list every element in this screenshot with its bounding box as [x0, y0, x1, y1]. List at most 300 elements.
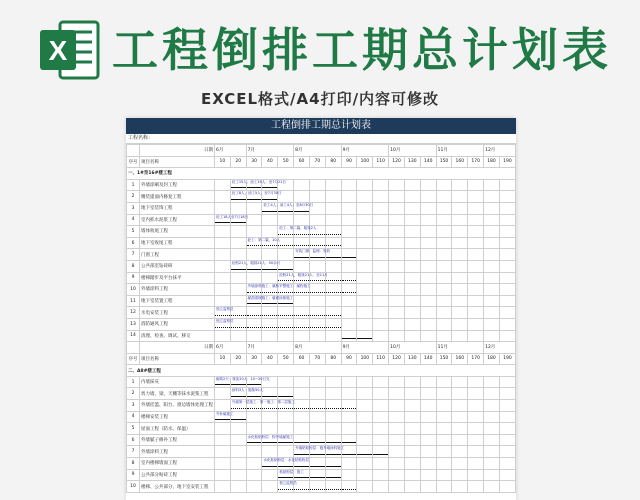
- day-cell: [389, 307, 405, 319]
- gantt-bar: [278, 269, 293, 270]
- day-cell: [278, 388, 294, 400]
- day-cell: [499, 423, 515, 435]
- task-name: 室内抓水泥浆工程: [140, 214, 215, 226]
- day-cell: [215, 376, 270, 388]
- day-cell: [357, 202, 373, 214]
- day-cell: [215, 318, 234, 330]
- day-cell: [278, 400, 294, 412]
- day-cell: [215, 481, 231, 493]
- day-header: 90: [341, 156, 357, 168]
- day-cell: [278, 434, 294, 446]
- day-cell: [468, 388, 484, 400]
- day-cell: [230, 330, 246, 342]
- day-cell: [436, 481, 452, 493]
- gantt-bar: [342, 408, 357, 409]
- day-cell: [246, 226, 262, 238]
- day-cell: [215, 434, 231, 446]
- day-cell: [341, 318, 357, 330]
- table-row: [127, 423, 516, 435]
- day-cell: [309, 307, 325, 319]
- day-cell: [373, 202, 389, 214]
- day-cell: [452, 249, 468, 261]
- table-row: [127, 400, 516, 412]
- day-cell: [262, 284, 278, 296]
- day-cell: [230, 307, 246, 319]
- gantt-bar: [310, 454, 325, 455]
- day-cell: [309, 202, 325, 214]
- day-cell: [294, 446, 345, 458]
- month-header-row: [127, 145, 516, 157]
- gantt-bar: [342, 442, 357, 443]
- day-header: 120: [389, 353, 405, 365]
- day-cell: [373, 376, 389, 388]
- day-cell: [468, 202, 484, 214]
- gantt-bar: [278, 442, 293, 443]
- row-number: 12: [127, 307, 140, 319]
- gantt-bar: [262, 315, 277, 316]
- day-header: 150: [436, 353, 452, 365]
- hero-subtitle: EXCEL格式/A4打印/内容可修改: [200, 90, 440, 108]
- day-header: 170: [468, 353, 484, 365]
- gantt-bar: [294, 315, 309, 316]
- day-cell: [420, 237, 436, 249]
- day-cell: [309, 469, 325, 481]
- excel-logo-icon: [38, 18, 102, 82]
- day-cell: [341, 284, 357, 296]
- gantt-bar: [326, 454, 341, 455]
- day-cell: [452, 295, 468, 307]
- day-cell: [309, 249, 325, 261]
- day-header: 130: [404, 353, 420, 365]
- day-cell: [278, 237, 294, 249]
- gantt-bar: [294, 327, 309, 328]
- day-cell: [436, 469, 452, 481]
- gantt-bar: [294, 477, 309, 478]
- day-cell: [262, 446, 278, 458]
- day-cell: [309, 458, 325, 470]
- day-cell: [230, 260, 281, 272]
- day-cell: [373, 330, 389, 342]
- month-header: 6月: [215, 145, 247, 157]
- day-cell: [262, 400, 278, 412]
- day-cell: [294, 295, 310, 307]
- task-name: 楼梯安装工程: [140, 411, 215, 423]
- day-cell: [452, 376, 468, 388]
- day-cell: [452, 307, 468, 319]
- day-header: 20: [230, 353, 246, 365]
- day-cell: [389, 388, 405, 400]
- month-header: 11月: [436, 342, 483, 354]
- day-cell: [404, 411, 420, 423]
- day-cell: [357, 214, 373, 226]
- day-cell: [452, 284, 468, 296]
- day-cell: [262, 481, 278, 493]
- day-cell: [341, 179, 357, 191]
- day-cell: [325, 458, 341, 470]
- day-cell: [436, 307, 452, 319]
- table-row: [127, 202, 516, 214]
- day-cell: [499, 191, 515, 203]
- gantt-bar: [231, 408, 246, 409]
- day-cell: [246, 434, 294, 446]
- day-header: 10: [215, 353, 231, 365]
- day-cell: [341, 446, 357, 458]
- gantt-bar: [262, 187, 277, 188]
- day-cell: [325, 226, 341, 238]
- day-cell: [309, 446, 325, 458]
- day-cell: [278, 423, 294, 435]
- day-header: 130: [404, 156, 420, 168]
- table-row: [127, 226, 516, 238]
- day-header: 190: [499, 156, 515, 168]
- day-cell: [215, 272, 231, 284]
- day-cell: [436, 214, 452, 226]
- day-cell: [246, 202, 262, 214]
- day-header: 90: [341, 353, 357, 365]
- day-cell: [325, 295, 341, 307]
- day-cell: [262, 318, 278, 330]
- day-cell: [325, 307, 341, 319]
- day-cell: [499, 307, 515, 319]
- day-cell: [404, 458, 420, 470]
- day-header: 40: [262, 353, 278, 365]
- day-cell: [230, 481, 246, 493]
- day-header: 80: [325, 353, 341, 365]
- day-cell: [420, 423, 436, 435]
- day-cell: [278, 307, 294, 319]
- day-cell: [499, 202, 515, 214]
- row-number: 1: [127, 179, 140, 191]
- day-cell: [452, 400, 468, 412]
- day-cell: [420, 458, 436, 470]
- day-cell: [278, 481, 297, 493]
- day-cell: [389, 179, 405, 191]
- day-cell: [484, 330, 500, 342]
- day-cell: [404, 226, 420, 238]
- gantt-bar: [310, 234, 325, 235]
- day-cell: [420, 249, 436, 261]
- gantt-bar: [231, 384, 246, 385]
- day-cell: [230, 411, 246, 423]
- day-cell: [262, 411, 278, 423]
- day-cell: [357, 307, 373, 319]
- day-cell: [357, 469, 373, 481]
- gantt-bar: [326, 257, 341, 258]
- gantt-bar: [326, 466, 341, 467]
- day-cell: [499, 376, 515, 388]
- gantt-bar: [247, 199, 262, 200]
- day-cell: [389, 226, 405, 238]
- gantt-bar: [278, 477, 293, 478]
- day-cell: [404, 179, 420, 191]
- gantt-bar: [326, 442, 341, 443]
- day-cell: [294, 388, 310, 400]
- day-cell: [389, 446, 405, 458]
- day-cell: [373, 249, 389, 261]
- day-cell: [499, 446, 515, 458]
- row-number: 14: [127, 330, 140, 342]
- task-name: 楼梯、公共部分、地下室安装工程: [140, 481, 215, 493]
- day-cell: [294, 307, 310, 319]
- day-cell: [278, 249, 294, 261]
- day-cell: [262, 237, 278, 249]
- day-cell: [373, 272, 389, 284]
- day-cell: [420, 307, 436, 319]
- day-cell: [404, 191, 420, 203]
- task-name: 门窗工程: [140, 249, 215, 261]
- day-cell: [325, 249, 341, 261]
- task-name: 精装提面内修复工程: [140, 191, 215, 203]
- day-cell: [499, 411, 515, 423]
- gantt-bar: [310, 257, 325, 258]
- day-header-row: [127, 156, 516, 168]
- row-number: 13: [127, 318, 140, 330]
- day-cell: [373, 284, 389, 296]
- day-header: 20: [230, 156, 246, 168]
- day-cell: [325, 423, 341, 435]
- day-cell: [468, 272, 484, 284]
- task-name: 剪力墙、梁、天棚等抹水泥浆工程: [140, 388, 215, 400]
- bar-annotation: 砼工：第二篇，粗抹2人: [279, 226, 317, 231]
- month-header: 8月: [294, 342, 341, 354]
- day-cell: [373, 469, 389, 481]
- day-cell: [325, 469, 341, 481]
- day-cell: [230, 446, 246, 458]
- table-row: [127, 318, 516, 330]
- day-cell: [341, 202, 357, 214]
- row-number: 4: [127, 214, 140, 226]
- hero-banner: [0, 0, 640, 120]
- day-cell: [452, 272, 468, 284]
- day-header: 160: [452, 156, 468, 168]
- day-header: 80: [325, 156, 341, 168]
- gantt-bar: [262, 199, 277, 200]
- day-cell: [499, 481, 515, 493]
- day-cell: [484, 214, 500, 226]
- day-cell: [325, 481, 341, 493]
- day-cell: [246, 318, 262, 330]
- month-header: 12月: [484, 145, 516, 157]
- gantt-bar: [342, 454, 357, 455]
- gantt-bar: [262, 408, 277, 409]
- day-cell: [278, 191, 294, 203]
- row-number: 5: [127, 226, 140, 238]
- day-cell: [230, 376, 246, 388]
- day-cell: [484, 284, 500, 296]
- bar-annotation: 砼工4人；油工4人；至8月30日: [263, 202, 314, 207]
- day-cell: [436, 318, 452, 330]
- month-header-row: [127, 342, 516, 354]
- gantt-bar: [310, 315, 325, 316]
- day-cell: [294, 191, 310, 203]
- task-name: 地下室装饰工程: [140, 202, 215, 214]
- day-cell: [468, 434, 484, 446]
- day-cell: [246, 249, 262, 261]
- day-cell: [499, 458, 515, 470]
- gantt-bar: [357, 338, 372, 339]
- bar-annotation: 涂料3人：施抹50人: [231, 388, 264, 393]
- day-cell: [341, 469, 357, 481]
- day-cell: [452, 191, 468, 203]
- month-header-blank: [127, 342, 140, 354]
- day-cell: [468, 376, 484, 388]
- gantt-bar: [294, 292, 309, 293]
- day-cell: [246, 214, 262, 226]
- day-cell: [230, 318, 246, 330]
- day-cell: [325, 434, 341, 446]
- day-cell: [357, 272, 373, 284]
- bar-annotation: 砼粉21人，粗抹21人：50余月: [231, 260, 281, 265]
- day-cell: [373, 214, 389, 226]
- day-cell: [404, 260, 420, 272]
- day-cell: [404, 376, 420, 388]
- table-row: [127, 469, 516, 481]
- day-header: 60: [294, 353, 310, 365]
- day-cell: [499, 260, 515, 272]
- day-cell: [357, 481, 373, 493]
- gantt-bar: [278, 466, 293, 467]
- day-header: 40: [262, 156, 278, 168]
- day-cell: [325, 400, 341, 412]
- day-cell: [230, 388, 264, 400]
- day-cell: [215, 330, 231, 342]
- gantt-bar: [262, 466, 277, 467]
- section-header-row: [127, 168, 516, 180]
- day-cell: [389, 458, 405, 470]
- day-cell: [357, 318, 373, 330]
- day-cell: [294, 260, 310, 272]
- day-cell: [278, 214, 294, 226]
- bar-annotation: 外补腻施工: [216, 411, 234, 416]
- gantt-bar: [326, 245, 341, 246]
- day-cell: [420, 446, 436, 458]
- task-name: 水电安装工程: [140, 307, 215, 319]
- day-header: 150: [436, 156, 452, 168]
- day-cell: [420, 191, 436, 203]
- day-cell: [484, 307, 500, 319]
- day-cell: [215, 284, 231, 296]
- day-cell: [373, 434, 389, 446]
- bar-annotation: 安装门窗：监理：验收: [295, 249, 331, 254]
- day-cell: [389, 249, 405, 261]
- day-cell: [468, 458, 484, 470]
- day-cell: [436, 237, 452, 249]
- row-number: 4: [127, 411, 140, 423]
- day-cell: [230, 469, 246, 481]
- day-cell: [262, 202, 314, 214]
- day-cell: [468, 307, 484, 319]
- day-cell: [436, 179, 452, 191]
- day-cell: [404, 214, 420, 226]
- day-cell: [341, 214, 357, 226]
- day-cell: [246, 411, 262, 423]
- day-cell: [246, 260, 262, 272]
- day-cell: [357, 295, 373, 307]
- day-header: 140: [420, 353, 436, 365]
- day-cell: [389, 191, 405, 203]
- day-cell: [278, 376, 294, 388]
- day-cell: [404, 388, 420, 400]
- table-row: [127, 481, 516, 493]
- bar-annotation: 独立监察员: [216, 318, 234, 323]
- gantt-bar: [262, 396, 277, 397]
- day-cell: [404, 318, 420, 330]
- day-cell: [294, 249, 331, 261]
- day-cell: [230, 458, 246, 470]
- task-name: 外墙挂篮、阳台、窗边墙体处理工程: [140, 400, 215, 412]
- day-cell: [294, 272, 310, 284]
- day-cell: [373, 318, 389, 330]
- day-cell: [246, 376, 262, 388]
- gantt-bar: [310, 408, 325, 409]
- gantt-bar: [294, 234, 309, 235]
- gantt-bar: [326, 327, 341, 328]
- day-cell: [420, 214, 436, 226]
- day-cell: [278, 284, 294, 296]
- table-row: [127, 179, 516, 191]
- day-cell: [484, 202, 500, 214]
- day-cell: [499, 318, 515, 330]
- gantt-bar: [278, 292, 293, 293]
- bar-annotation: 水化粘贴粉层：粉外墙腻施工: [247, 434, 294, 439]
- day-cell: [215, 226, 231, 238]
- day-cell: [468, 214, 484, 226]
- section-title: 一、1#至16#楼工程: [127, 168, 516, 180]
- row-number: 2: [127, 191, 140, 203]
- bar-annotation: 砼工18人至7月18日: [216, 214, 249, 219]
- day-cell: [246, 388, 262, 400]
- day-header: 180: [484, 156, 500, 168]
- day-cell: [309, 330, 325, 342]
- gantt-bar: [231, 199, 246, 200]
- day-cell: [452, 214, 468, 226]
- day-cell: [230, 191, 282, 203]
- day-cell: [452, 469, 468, 481]
- day-cell: [420, 434, 436, 446]
- day-cell: [499, 237, 515, 249]
- day-cell: [357, 330, 373, 342]
- day-cell: [357, 249, 373, 261]
- date-label: 日期: [140, 145, 215, 157]
- gantt-bar: [231, 396, 246, 397]
- gantt-bar: [262, 303, 277, 304]
- bar-annotation: 水化粘贴粉层：水化粘贴粉层: [263, 458, 309, 463]
- row-number: 3: [127, 202, 140, 214]
- gantt-bar: [294, 211, 309, 212]
- day-cell: [246, 307, 262, 319]
- day-cell: [294, 411, 310, 423]
- day-cell: [420, 284, 436, 296]
- day-cell: [404, 295, 420, 307]
- day-header: 110: [373, 353, 389, 365]
- day-cell: [436, 249, 452, 261]
- day-cell: [373, 237, 389, 249]
- task-name: 消防通风工程: [140, 318, 215, 330]
- task-name: 外墙涂料工程: [140, 446, 215, 458]
- day-cell: [357, 388, 373, 400]
- day-cell: [373, 400, 389, 412]
- table-row: [127, 376, 516, 388]
- gantt-bar: [247, 269, 262, 270]
- gantt-bar: [326, 315, 341, 316]
- day-cell: [309, 214, 325, 226]
- day-cell: [420, 481, 436, 493]
- gantt-bar: [342, 257, 357, 258]
- day-cell: [436, 434, 452, 446]
- gantt-bar: [310, 466, 325, 467]
- day-cell: [468, 318, 484, 330]
- day-cell: [436, 458, 452, 470]
